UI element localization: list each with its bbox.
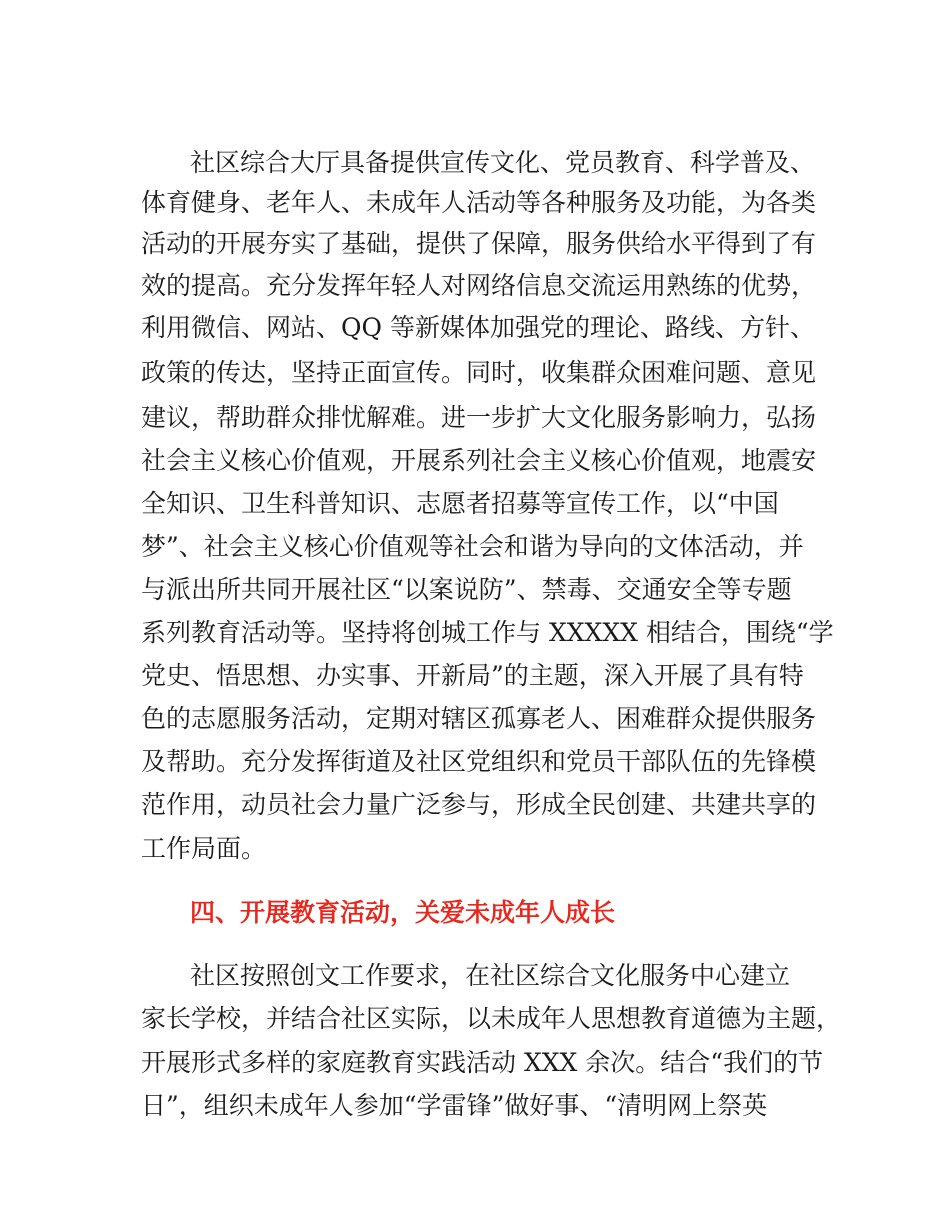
paragraph2-line: 日”，组织未成年人参加“学雷锋”做好事、“清明网上祭英: [141, 1091, 768, 1120]
paragraph1-line: 党史、悟思想、办实事、开新局”的主题，深入开展了具有特: [141, 661, 804, 690]
paragraph1-line: 体育健身、老年人、未成年人活动等各种服务及功能，为各类: [141, 188, 817, 217]
paragraph1-line: 效的提高。充分发挥年轻人对网络信息交流运用熟练的优势，: [141, 271, 817, 300]
paragraph1-line: 梦”、社会主义核心价值观等社会和谐为导向的文体活动，并: [141, 532, 804, 561]
paragraph2-line: 社区按照创文工作要求，在社区综合文化服务中心建立: [190, 961, 791, 990]
paragraph1-line: 与派出所共同开展社区“以案说防”、禁毒、交通安全等专题: [141, 575, 792, 604]
paragraph1-line: 社区综合大厅具备提供宣传文化、党员教育、科学普及、: [190, 148, 816, 177]
paragraph2-line: 开展形式多样的家庭教育实践活动 XXX 余次。结合“我们的节: [141, 1048, 824, 1077]
paragraph1-line: 利用微信、网站、QQ 等新媒体加强党的理论、路线、方针、: [141, 313, 815, 342]
paragraph1-line: 工作局面。: [141, 834, 267, 863]
paragraph1-line: 政策的传达，坚持正面宣传。同时，收集群众困难问题、意见: [141, 358, 817, 387]
paragraph1-line: 及帮助。充分发挥街道及社区党组织和党员干部队伍的先锋模: [141, 747, 817, 776]
paragraph1-line: 建议，帮助群众排忧解难。进一步扩大文化服务影响力，弘扬: [141, 403, 817, 432]
paragraph1-line: 社会主义核心价值观，开展系列社会主义核心价值观，地震安: [141, 446, 817, 475]
paragraph1-line: 系列教育活动等。坚持将创城工作与 XXXXX 相结合，围绕“学: [141, 618, 834, 647]
section-heading: 四、开展教育活动，关爱未成年人成长: [190, 898, 616, 927]
paragraph1-line: 全知识、卫生科普知识、志愿者招募等宣传工作，以“中国: [141, 489, 779, 518]
paragraph2-line: 家长学校，并结合社区实际，以未成年人思想教育道德为主题，: [141, 1004, 842, 1033]
paragraph1-line: 活动的开展夯实了基础，提供了保障，服务供给水平得到了有: [141, 229, 817, 258]
paragraph1-line: 范作用，动员社会力量广泛参与，形成全民创建、共建共享的: [141, 790, 817, 819]
paragraph1-line: 色的志愿服务活动，定期对辖区孤寡老人、困难群众提供服务: [141, 704, 817, 733]
